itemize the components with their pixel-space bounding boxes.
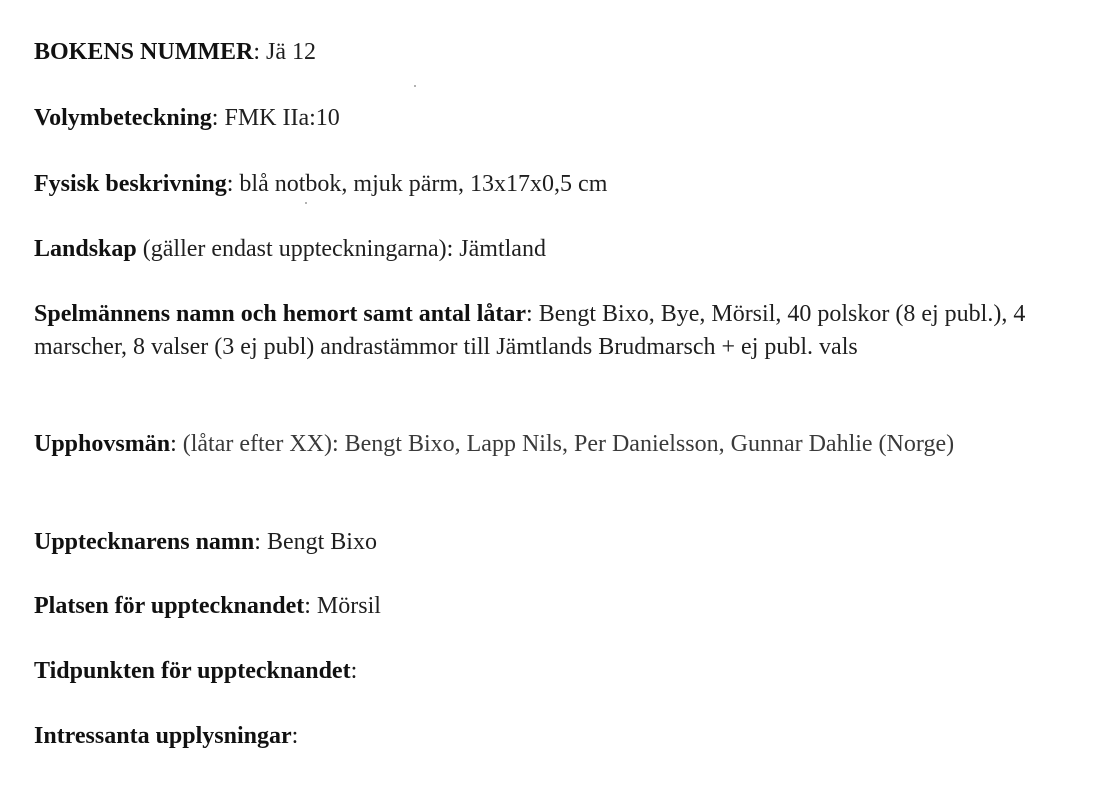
field-label: Intressanta upplysningar — [34, 723, 292, 749]
field-value: Bengt Bixo — [260, 529, 377, 555]
field-spelmannens-namn — [34, 298, 1084, 364]
field-volymbeteckning — [34, 102, 1084, 135]
field-fysisk-beskrivning — [34, 168, 1084, 201]
field-value: Jämtland — [453, 236, 546, 262]
field-value: blå notbok, mjuk pärm, 13x17x0,5 cm — [233, 171, 608, 197]
field-separator: : — [254, 529, 261, 555]
field-intressanta — [34, 720, 1084, 753]
field-value: Bengt Bixo, Lapp Nils, Per Danielsson, Gunnar Dahlie (Norge) — [338, 431, 955, 457]
field-separator: : — [211, 105, 219, 131]
field-landskap — [34, 233, 1084, 266]
field-separator: : — [304, 593, 311, 619]
field-value: Bengt Bixo, Bye, Mörsil, 40 polskor (8 ej publ.), 4 marscher, 8 valser (3 ej publ) andrastämmor till Jämtlands Brudmarsch + ej publ. vals — [34, 301, 1026, 360]
field-separator: : — [526, 301, 533, 327]
field-separator: : — [350, 658, 358, 684]
field-value: FMK IIa:10 — [218, 105, 340, 131]
field-label: Volymbeteckning — [34, 105, 212, 131]
field-label: Spelmännens namn och hemort samt antal låtar — [34, 301, 527, 327]
field-tidpunkten — [34, 655, 1084, 688]
field-label: Fysisk beskrivning — [34, 171, 227, 197]
field-label: Upptecknarens namn — [34, 529, 255, 555]
field-separator: : — [446, 236, 454, 262]
field-upptecknarens-namn — [34, 526, 1084, 559]
field-label: Tidpunkten för upptecknandet — [34, 658, 351, 684]
field-value: Mörsil — [310, 593, 381, 619]
field-separator: : — [253, 39, 261, 65]
field-separator: : — [291, 723, 299, 749]
field-separator: : — [170, 431, 177, 457]
field-label: Landskap — [34, 236, 137, 262]
scan-speck — [305, 202, 307, 204]
field-label: BOKENS NUMMER — [34, 39, 254, 65]
field-platsen — [34, 590, 1084, 623]
field-upphovsman — [34, 428, 1084, 461]
field-label-note: (låtar efter XX): — [176, 431, 339, 457]
field-label: Upphovsmän — [34, 431, 171, 457]
field-bokens-nummer — [34, 36, 1084, 69]
field-label-note: (gäller endast uppteckningarna) — [136, 236, 447, 262]
field-label: Platsen för upptecknandet — [34, 593, 305, 619]
scan-speck — [414, 85, 416, 87]
field-value: Jä 12 — [260, 39, 317, 65]
field-separator: : — [226, 171, 234, 197]
